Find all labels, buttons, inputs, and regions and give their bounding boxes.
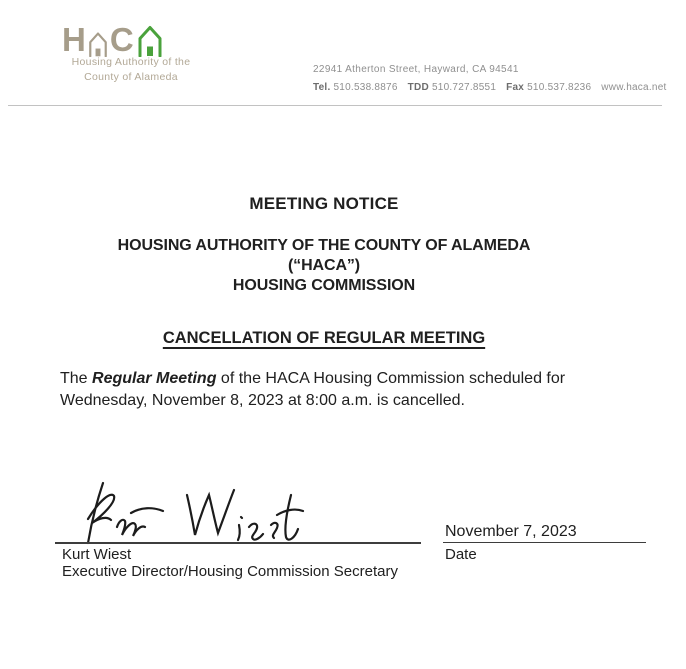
org-commission-line: HOUSING COMMISSION: [232, 277, 416, 294]
logo-tagline: [48, 55, 214, 85]
tdd-label: TDD: [407, 82, 429, 93]
cancellation-heading: CANCELLATION OF REGULAR MEETING: [162, 329, 486, 347]
website-url: www.haca.net: [601, 82, 667, 93]
green-house-icon: [137, 25, 163, 57]
org-abbrev-line: (“HACA”): [287, 257, 361, 274]
tagline-line2: County of Alameda: [84, 71, 178, 83]
date-label: Date: [445, 546, 477, 563]
signer-name: Kurt Wiest: [62, 546, 132, 563]
letterhead-divider: [8, 105, 662, 106]
date-value: November 7, 2023: [445, 523, 577, 540]
fax-label: Fax: [506, 82, 525, 93]
logo-letter-h: H: [62, 21, 86, 58]
small-house-icon: [88, 31, 108, 57]
haca-logo: [62, 18, 191, 83]
phone-line: [313, 82, 667, 93]
organization-heading: [0, 236, 648, 296]
street-address: 22941 Atherton Street, Hayward, CA 94541: [313, 64, 519, 75]
body-line1-prefix: The: [60, 370, 93, 387]
logo-letter-c: C: [109, 21, 134, 58]
tel-label: Tel.: [313, 82, 331, 93]
signature-handwriting: [75, 475, 315, 550]
signature-line: [55, 542, 421, 544]
fax-number: 510.537.8236: [527, 82, 592, 93]
page-title: MEETING NOTICE: [249, 194, 399, 213]
tel-number: 510.538.8876: [333, 82, 398, 93]
date-line: [443, 542, 646, 543]
body-emphasis: Regular Meeting: [92, 370, 217, 387]
org-name-line: HOUSING AUTHORITY OF THE COUNTY OF ALAMEDA: [117, 237, 531, 254]
logo-wordmark: [62, 18, 163, 56]
body-line2: Wednesday, November 8, 2023 at 8:00 a.m. is cancelled.: [60, 391, 465, 409]
signer-title: Executive Director/Housing Commission Secretary: [62, 563, 398, 580]
notice-body: [60, 368, 608, 411]
body-line1-rest: of the HACA Housing Commission scheduled for: [216, 370, 566, 387]
tdd-number: 510.727.8551: [431, 82, 497, 93]
body-line1: [60, 368, 608, 390]
contact-block: [313, 64, 667, 93]
tagline-line1: Housing Authority of the: [71, 56, 191, 68]
